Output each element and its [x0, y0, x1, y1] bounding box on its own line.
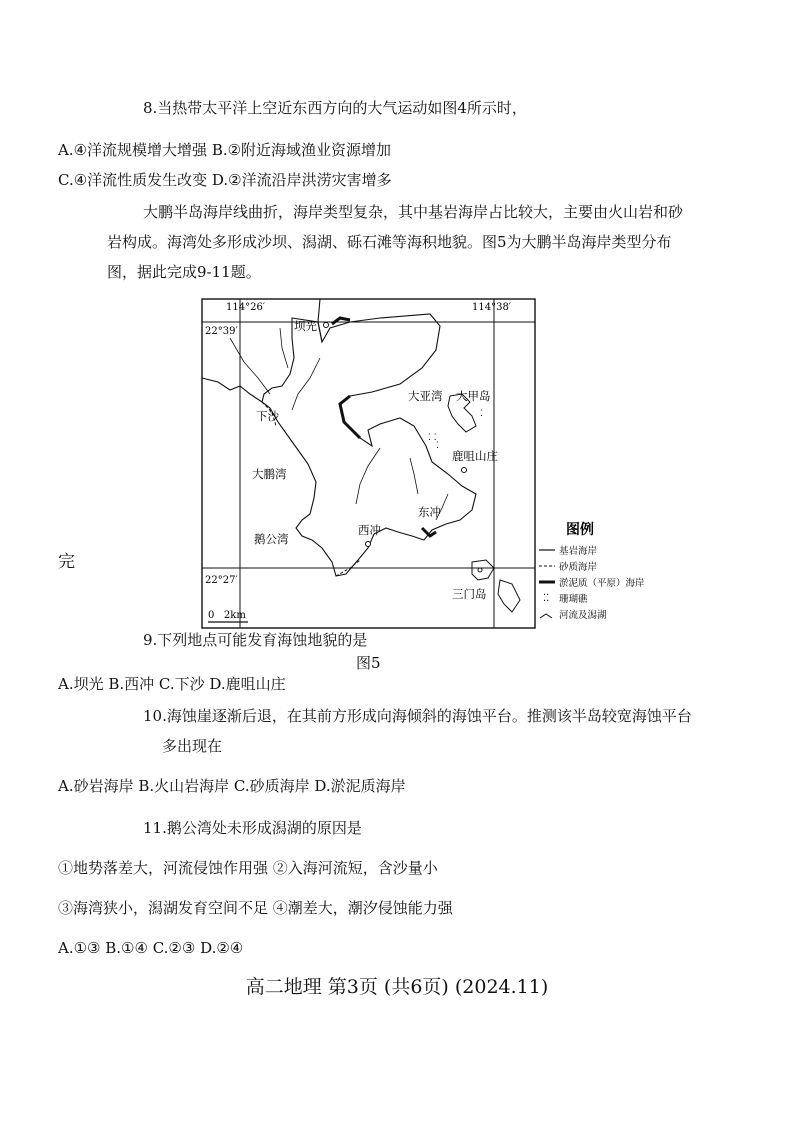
- label-luzui: 鹿咀山庄: [452, 449, 498, 463]
- river-3: [292, 358, 320, 410]
- passage-line-2: 岩构成。海湾处多形成沙坝、潟湖、砾石滩等海积地貌。图5为大鹏半岛海岸类型分布: [107, 233, 672, 251]
- label-dongchong: 东冲: [418, 505, 441, 519]
- q10-stem-line-2: 多出现在: [162, 737, 223, 755]
- coral-reef-marks-1: ⁚ ⁚: [428, 433, 437, 443]
- label-dayawan: 大亚湾: [408, 389, 443, 403]
- q11-items-line-1: ①地势落差大，河流侵蚀作用强 ②入海河流短，含沙量小: [58, 859, 438, 877]
- q10-stem-line-1: 10.海蚀崖逐渐后退，在其前方形成向海倾斜的海蚀平台。推测该半岛较宽海蚀平台: [143, 707, 692, 725]
- river-5: [410, 458, 418, 494]
- marker-xichong: [366, 542, 371, 547]
- lat-top-label: 22°39′: [205, 326, 238, 337]
- marker-luzui: [462, 468, 467, 473]
- river-1: [230, 338, 270, 394]
- legend-label-sandy: 砂质海岸: [559, 562, 598, 573]
- q8-options-ab: A.④洋流规模增大增强 B.②附近海域渔业资源增加: [58, 141, 392, 159]
- marker-sanmen: [478, 568, 482, 572]
- q11-items-line-2: ③海湾狭小，潟湖发育空间不足 ④潮差大，潮汐侵蚀能力强: [58, 899, 453, 917]
- legend-label-mudflat: 淤泥质（平原）海岸: [559, 578, 645, 589]
- label-sanmendao: 三门岛: [452, 587, 487, 601]
- passage-line-1: 大鹏半岛海岸线曲折，海岸类型复杂，其中基岩海岸占比较大，主要由火山岩和砂: [143, 203, 684, 221]
- coast-type-map: [200, 298, 645, 630]
- legend-label-coral: 珊瑚礁: [559, 594, 588, 605]
- lon-left-label: 114°26′: [226, 302, 266, 313]
- mudflat-coast: [340, 396, 360, 438]
- island-sanmendao-2: [498, 580, 520, 612]
- legend-title: 图例: [566, 522, 594, 538]
- scale-label: 0 2km: [208, 610, 246, 621]
- mainland-coast-north: [318, 299, 322, 342]
- label-baguang: 坝光: [294, 319, 317, 333]
- river-4: [356, 448, 380, 504]
- q9-options: A.坝光 B.西冲 C.下沙 D.鹿咀山庄: [58, 675, 286, 693]
- q8-options-cd: C.④洋流性质发生改变 D.②洋流沿岸洪涝灾害增多: [58, 171, 392, 189]
- label-xichong: 西冲: [358, 523, 381, 537]
- q10-options: A.砂岩海岸 B.火山岩海岸 C.砂质海岸 D.淤泥质海岸: [58, 777, 406, 795]
- q9-stem: 9.下列地点可能发育海蚀地貌的是: [143, 631, 368, 649]
- passage-line-3: 图，据此完成9-11题。: [107, 263, 261, 281]
- q8-stem: 8.当热带太平洋上空近东西方向的大气运动如图4所示时，: [143, 99, 527, 117]
- legend-swatch-river: [540, 614, 552, 618]
- mainland-coast-west: [202, 378, 262, 402]
- marker-baguang: [324, 323, 329, 328]
- page-footer: 高二地理 第3页 (共6页) (2024.11): [245, 976, 549, 998]
- label-egongwan: 鹅公湾: [254, 532, 289, 546]
- coral-reef-marks-3: ⁚: [480, 409, 483, 419]
- margin-note: 完: [58, 552, 75, 572]
- label-dapengwan: 大鹏湾: [252, 467, 287, 481]
- q11-options: A.①③ B.①④ C.②③ D.②④: [58, 939, 244, 957]
- label-dajiadao: 大甲岛: [456, 389, 491, 403]
- river-2: [280, 328, 288, 368]
- figure-caption: 图5: [356, 654, 381, 672]
- coral-reef-marks-2: ⁚: [436, 441, 439, 451]
- island-sanmendao-1: [472, 560, 494, 580]
- legend-label-river: 河流及潟湖: [559, 610, 607, 621]
- q11-stem: 11.鹅公湾处未形成潟湖的原因是: [143, 819, 362, 837]
- lon-right-label: 114°38′: [472, 302, 512, 313]
- label-xiasha: 下沙: [256, 409, 279, 423]
- legend-swatch-coral: ⁚⁚: [543, 593, 550, 604]
- legend-label-bedrock: 基岩海岸: [559, 546, 598, 557]
- lat-bottom-label: 22°27′: [205, 575, 238, 586]
